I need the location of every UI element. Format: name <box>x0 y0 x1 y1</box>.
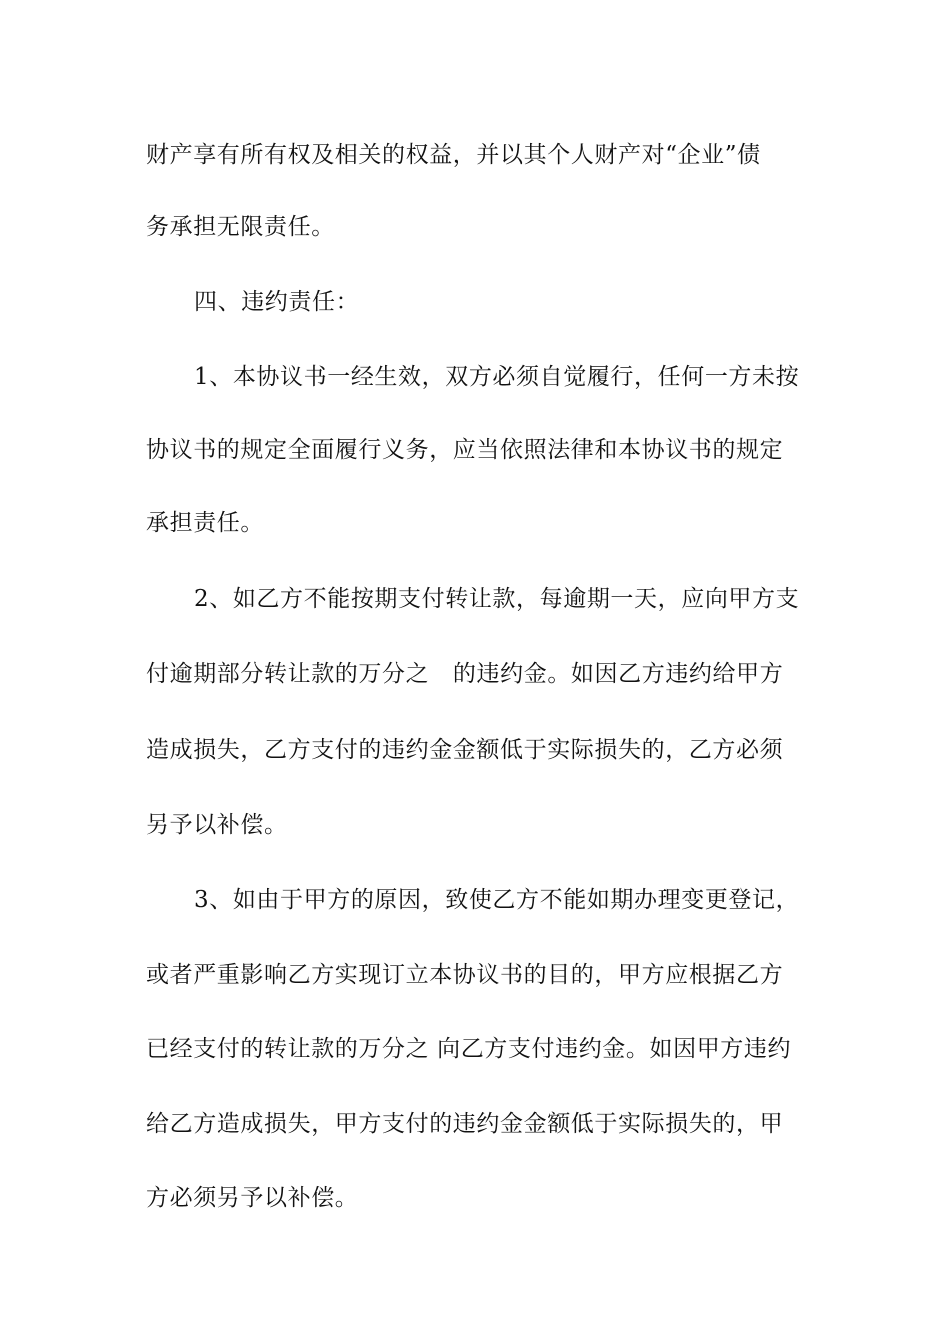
body-text-line: 已经支付的转让款的万分之 向乙方支付违约金。如因甲方违约 <box>146 1036 792 1062</box>
body-text-line: 另予以补偿。 <box>146 812 288 838</box>
body-text-line: 务承担无限责任。 <box>146 214 335 240</box>
body-text-line: 财产享有所有权及相关的权益，并以其个人财产对“企业”债 <box>146 142 761 168</box>
body-text-line: 方必须另予以补偿。 <box>146 1185 359 1211</box>
body-text-line: 1、本协议书一经生效，双方必须自觉履行，任何一方未按 <box>194 364 800 390</box>
body-text-line: 协议书的规定全面履行义务，应当依照法律和本协议书的规定 <box>146 437 784 463</box>
body-text-line: 2、如乙方不能按期支付转让款，每逾期一天，应向甲方支 <box>194 586 800 612</box>
body-text-line: 3、如由于甲方的原因，致使乙方不能如期办理变更登记， <box>194 887 800 913</box>
body-text-line: 或者严重影响乙方实现订立本协议书的目的，甲方应根据乙方 <box>146 962 784 988</box>
body-text-line: 承担责任。 <box>146 510 264 536</box>
body-text-line: 造成损失，乙方支付的违约金金额低于实际损失的，乙方必须 <box>146 737 784 763</box>
section-heading: 四、违约责任： <box>194 289 360 315</box>
body-text-line: 付逾期部分转让款的万分之 的违约金。如因乙方违约给甲方 <box>146 661 784 687</box>
body-text-line: 给乙方造成损失，甲方支付的违约金金额低于实际损失的，甲 <box>146 1111 784 1137</box>
